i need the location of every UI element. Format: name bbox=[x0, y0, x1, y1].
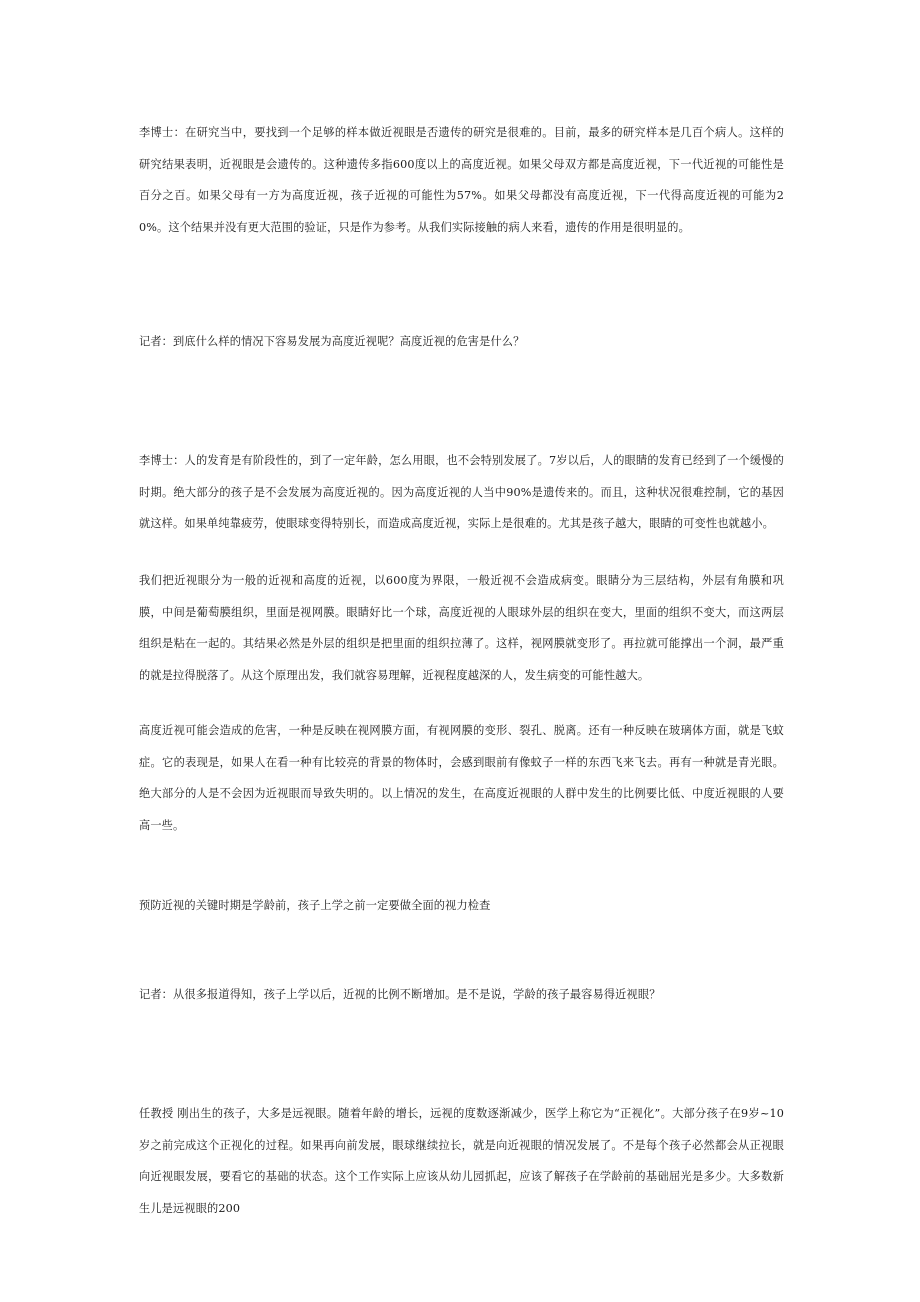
paragraph-myopia-classification: 我们把近视眼分为一般的近视和高度的近视，以600度为界限，一般近视不会造成病变。眼睛分为三层结构，外层有角膜和巩膜，中间是葡萄膜组织，里面是视网膜。眼睛好比一个球，高度近视的人眼球外层的组织在变大，里面的组织不变大，而这两层组织是粘在一起的。其结果必然是外层的组织是把里面的组织拉薄了。这样，视网膜就变形了。再拉就可能撑出一个洞，最严重的就是拉得脱落了。从这个原理出发，我们就容易理解，近视程度越深的人，发生病变的可能性越大。 bbox=[139, 574, 784, 682]
paragraph-dr-li-development: 李博士：人的发育是有阶段性的，到了一定年龄，怎么用眼，也不会特别发展了。7岁以后，人的眼睛的发育已经到了一个缓慢的时期。绝大部分的孩子是不会发展为高度近视的。因为高度近视的人当中90%是遗传来的。而且，这种状况很难控制，它的基因就这样。如果单纯靠疲劳，使眼球变得特别长，而造成高度近视，实际上是很难的。尤其是孩子越大，眼睛的可变性也就越小。 bbox=[139, 454, 784, 530]
paragraph-reporter-question-school-age: 记者：从很多报道得知，孩子上学以后，近视的比例不断增加。是不是说，学龄的孩子最容易得近视眼？ bbox=[139, 988, 661, 1001]
paragraph-reporter-question-high-myopia: 记者：到底什么样的情况下容易发展为高度近视呢？高度近视的危害是什么？ bbox=[139, 335, 525, 348]
paragraph-dr-li-heredity: 李博士：在研究当中，要找到一个足够的样本做近视眼是否遗传的研究是很难的。目前，最多的研究样本是几百个病人。这样的研究结果表明，近视眼是会遗传的。这种遗传多指600度以上的高度近视。如果父母双方都是高度近视，下一代近视的可能性是百分之百。如果父母有一方为高度近视，孩子近视的可能性为57%。如果父母都没有高度近视，下一代得高度近视的可能为20%。这个结果并没有更大范围的验证，只是作为参考。从我们实际接触的病人来看，遗传的作用是很明显的。 bbox=[139, 126, 784, 234]
paragraph-prof-ren-answer: 任教授 刚出生的孩子，大多是远视眼。随着年龄的增长，远视的度数逐渐减少，医学上称它为“正视化”。大部分孩子在9岁~10岁之前完成这个正视化的过程。如果再向前发展，眼球继续拉长，就是向近视眼的情况发展了。不是每个孩子必然都会从正视眼向近视眼发展，要看它的基础的状态。这个工作实际上应该从幼儿园抓起，应该了解孩子在学龄前的基础屈光是多少。大多数新生儿是远视眼的200 bbox=[139, 1107, 784, 1215]
section-heading-prevention: 预防近视的关键时期是学龄前，孩子上学之前一定要做全面的视力检查 bbox=[139, 899, 491, 912]
paragraph-high-myopia-risks: 高度近视可能会造成的危害，一种是反映在视网膜方面，有视网膜的变形、裂孔、脱离。还有一种反映在玻璃体方面，就是飞蚊症。它的表现是，如果人在看一种有比较亮的背景的物体时，会感到眼前有像蚊子一样的东西飞来飞去。再有一种就是青光眼。绝大部分的人是不会因为近视眼而导致失明的。以上情况的发生，在高度近视眼的人群中发生的比例要比低、中度近视眼的人要高一些。 bbox=[139, 724, 784, 832]
